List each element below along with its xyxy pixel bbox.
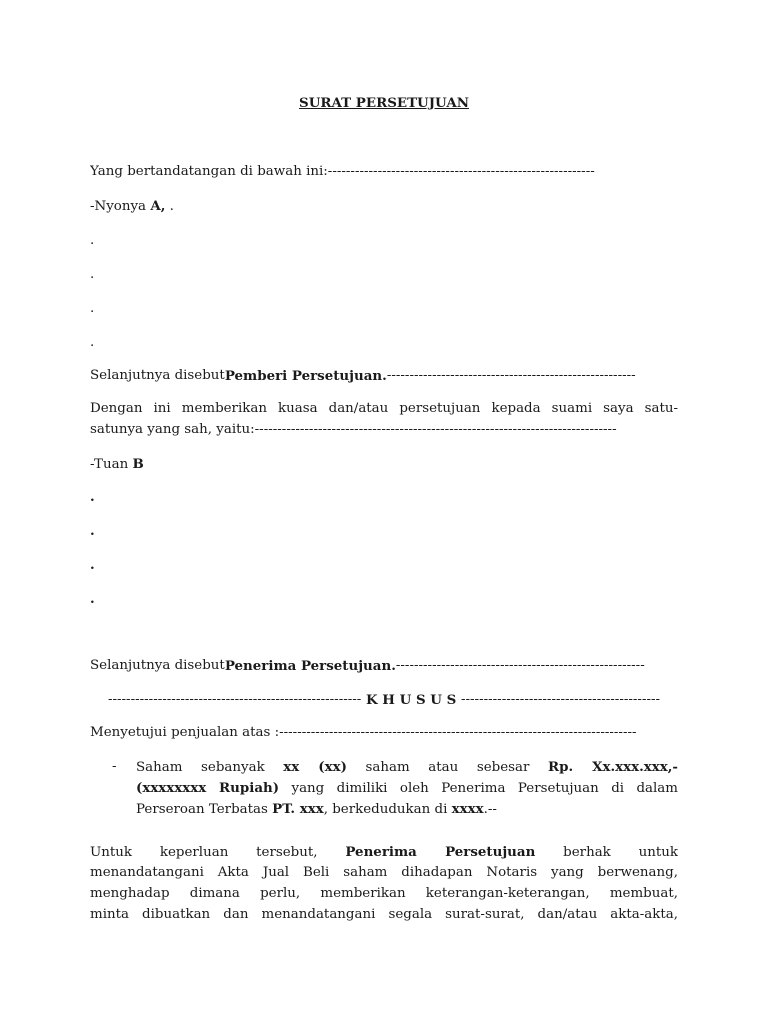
receiver-line [90,656,678,676]
shares-amount-words: (xxxxxxxx Rupiah) [136,780,280,796]
shares-qty: xx (xx) [283,759,347,775]
document-title: SURAT PERSETUJUAN [299,95,469,111]
receiver-role: Penerima Persetujuan. [224,658,396,674]
shares-line-1 [136,757,678,778]
party-a-suffix: . [165,199,174,214]
intro-text: Yang bertandatangan di bawah ini: [90,164,328,179]
party-a-dot-3: . [90,301,95,316]
shares-l3-c: , berkedudukan di [323,802,452,817]
giver-text: Selanjutnya disebut [90,368,225,383]
shares-l3-a: Perseroan Terbatas [136,802,273,817]
party-b-dot-3: . [90,557,95,573]
intro-dashes: ----------------------------------------------------------- [327,164,595,179]
giver-dashes: ------------------------------------------------------- [386,368,636,383]
shares-domicile: xxxx [451,801,484,817]
party-b-dot-2: . [90,523,95,539]
shares-l1-c: saham atau sebesar [346,760,548,775]
sale-text: Menyetujui penjualan atas : [90,725,280,740]
giver-role: Pemberi Persetujuan. [224,368,387,384]
intro-line [90,162,678,182]
party-b-dot-4: . [90,591,95,607]
purpose-line-4: minta dibuatkan dan menandatangani segala surat-surat, dan/atau akta-akta, [90,907,678,922]
shares-l2-b: yang dimiliki oleh Penerima Persetujuan di dalam [279,781,678,796]
khusus-line [90,690,678,710]
shares-amount: Rp. Xx.xxx.xxx,- [547,759,678,775]
purpose-line-1 [90,842,678,863]
purpose-line-3: menghadap dimana perlu, memberikan keterangan-keterangan, membuat, [90,886,678,901]
khusus-left-dashes: -------------------------------------------------------- [107,692,362,707]
khusus-right-dashes: -------------------------------------------- [460,692,661,707]
authorization-line-2 [90,420,678,440]
party-b-line [90,454,678,475]
shares-l3-e: .-- [483,802,497,817]
party-b-prefix: -Tuan [90,457,133,472]
sale-dashes: ------------------------------------------------------------------------------- [279,725,637,740]
party-a-dot-4: . [90,335,95,350]
party-a-name: A, [150,198,166,214]
party-a-line [90,196,678,217]
purpose-line-2: menandatangani Akta Jual Beli saham dihadapan Notaris yang berwenang, [90,865,678,880]
party-b-name: B [132,456,144,472]
party-b-dot-1: . [90,489,95,505]
party-a-dot-1: . [90,233,95,248]
receiver-dashes: ------------------------------------------------------- [395,658,645,673]
party-a-prefix: -Nyonya [90,199,151,214]
shares-line-3 [136,799,678,820]
purpose-l1-a: Untuk keperluan tersebut, [90,845,346,860]
giver-line [90,366,678,386]
authorization-text: satunya yang sah, yaitu: [90,422,255,437]
authorization-line-1: Dengan ini memberikan kuasa dan/atau persetujuan kepada suami saya satu- [90,401,678,416]
shares-l1-a: Saham sebanyak [136,760,284,775]
sale-line [90,723,678,743]
shares-line-2 [136,778,678,799]
purpose-l1-c: berhak untuk [535,845,678,860]
shares-bullet: - [112,759,117,774]
authorization-dashes: -------------------------------------------------------------------------------- [254,422,617,437]
purpose-role: Penerima Persetujuan [345,844,536,860]
shares-company: PT. xxx [272,801,324,817]
khusus-label: K H U S U S [361,692,461,708]
receiver-text: Selanjutnya disebut [90,658,225,673]
party-a-dot-2: . [90,267,95,282]
